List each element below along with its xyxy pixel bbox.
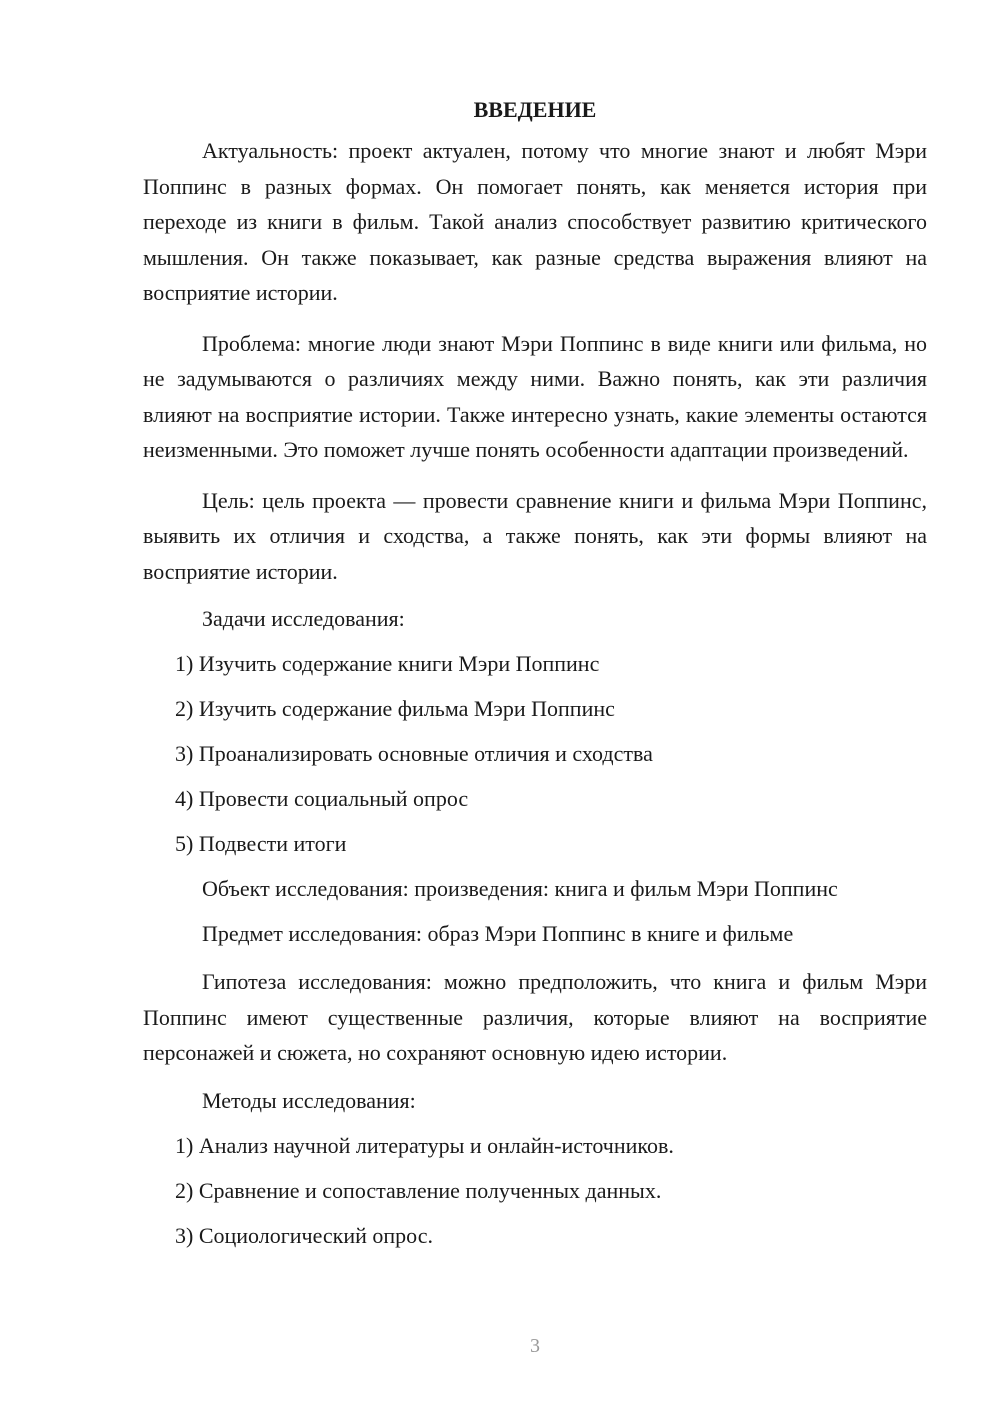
research-object: Объект исследования: произведения: книга и фильм Мэри Поппинс — [202, 876, 838, 901]
tasks-title: Задачи исследования: — [202, 606, 405, 631]
page-number: 3 — [530, 1335, 540, 1357]
task-item: 4) Провести социальный опрос — [175, 786, 469, 811]
goal-paragraph: Цель: цель проекта — провести сравнение книги и фильма Мэри Поппинс, выявить их отличия и сходства, а также понять, как эти формы влияют на восприятие истории. — [143, 487, 927, 584]
method-item: 3) Социологический опрос. — [175, 1222, 433, 1248]
page-title: ВВЕДЕНИЕ — [473, 97, 597, 122]
task-item: 1) Изучить содержание книги Мэри Поппинс — [175, 651, 600, 676]
research-subject: Предмет исследования: образ Мэри Поппинс в книге и фильме — [202, 921, 794, 946]
hypothesis-paragraph: Гипотеза исследования: можно предположить, что книга и фильм Мэри Поппинс имеют существенные различия, которые влияют на восприятие персонажей и сюжета, но сохраняют основную идею истории. — [143, 969, 927, 1065]
document-page — [143, 95, 927, 1266]
task-item: 3) Проанализировать основные отличия и сходства — [175, 741, 653, 766]
methods-title: Методы исследования: — [202, 1087, 416, 1113]
task-item: 5) Подвести итоги — [175, 831, 347, 856]
method-item: 1) Анализ научной литературы и онлайн-источников. — [175, 1132, 674, 1158]
relevance-paragraph: Актуальность: проект актуален, потому что многие знают и любят Мэри Поппинс в разных формах. Он помогает понять, как меняется история при переходе из книги в фильм. Такой анализ способствует развитию критического мышления. Он также показывает, как разные средства выражения влияют на восприятие истории. — [143, 138, 927, 305]
task-item: 2) Изучить содержание фильма Мэри Поппинс — [175, 696, 615, 721]
method-item: 2) Сравнение и сопоставление полученных данных. — [175, 1177, 662, 1203]
problem-paragraph: Проблема: многие люди знают Мэри Поппинс в виде книги или фильма, но не задумываются о различиях между ними. Важно понять, как эти различия влияют на восприятие истории. Также интересно узнать, какие элементы остаются неизменными. Это поможет лучше понять особенности адаптации произведений. — [143, 330, 927, 462]
